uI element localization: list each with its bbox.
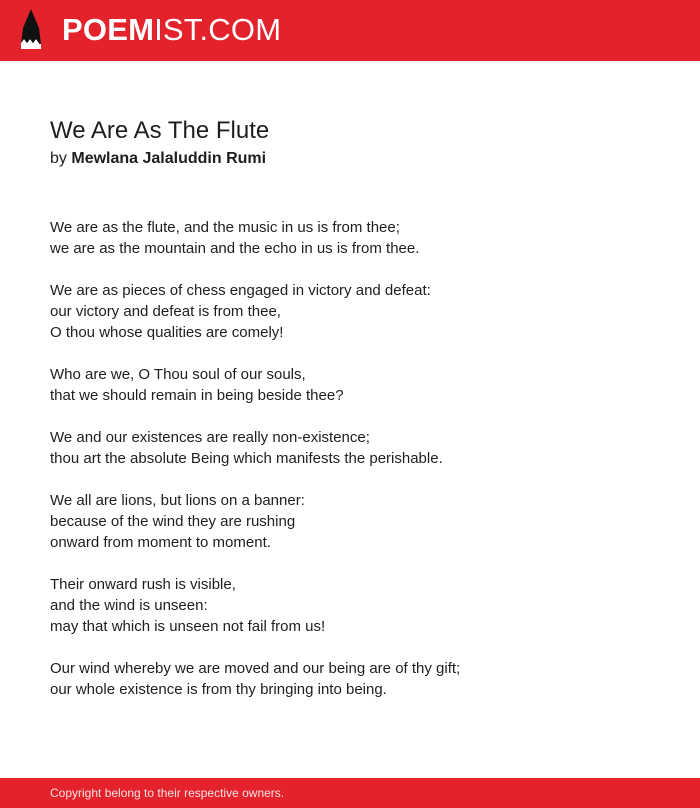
poem-line: we are as the mountain and the echo in us is from thee. — [50, 240, 420, 257]
poem-line: Our wind whereby we are moved and our being are of thy gift; — [50, 660, 461, 677]
author-name: Mewlana Jalaluddin Rumi — [71, 150, 267, 167]
poem-line: because of the wind they are rushing — [50, 513, 296, 530]
poem-line: our whole existence is from thy bringing into being. — [50, 681, 387, 698]
stanza — [50, 217, 660, 259]
poem-title: We Are As The Flute — [50, 117, 270, 144]
poem-line: that we should remain in being beside thee? — [50, 387, 344, 404]
site-header — [0, 0, 700, 61]
poem-line: onward from moment to moment. — [50, 534, 271, 551]
poem-line: We all are lions, but lions on a banner: — [50, 492, 305, 509]
poem-line: and the wind is unseen: — [50, 597, 208, 614]
stanza — [50, 490, 660, 553]
poem-line: We are as pieces of chess engaged in victory and defeat: — [50, 282, 431, 299]
poem-line: Who are we, O Thou soul of our souls, — [50, 366, 306, 383]
site-footer — [0, 778, 700, 808]
poem-content — [50, 116, 660, 721]
poem-body — [50, 217, 660, 700]
brand-bold-text: POEM — [62, 12, 155, 47]
poem-line: We are as the flute, and the music in us is from thee; — [50, 219, 400, 236]
poem-line: may that which is unseen not fail from us! — [50, 618, 326, 635]
poem-line: Their onward rush is visible, — [50, 576, 236, 593]
stanza — [50, 280, 660, 343]
poem-line: thou art the absolute Being which manifests the perishable. — [50, 450, 443, 467]
stanza — [50, 574, 660, 637]
copyright-text: Copyright belong to their respective owners. — [50, 786, 285, 800]
poem-line: our victory and defeat is from thee, — [50, 303, 281, 320]
site-logo-link[interactable] — [18, 9, 281, 51]
byline — [50, 148, 660, 170]
stanza — [50, 427, 660, 469]
site-brand — [62, 9, 281, 51]
by-label: by — [50, 150, 67, 167]
stanza — [50, 364, 660, 406]
brand-light-text: IST.COM — [154, 12, 282, 47]
stanza — [50, 658, 660, 700]
pencil-icon — [18, 9, 44, 51]
poem-line: O thou whose qualities are comely! — [50, 324, 284, 341]
poem-line: We and our existences are really non-existence; — [50, 429, 370, 446]
